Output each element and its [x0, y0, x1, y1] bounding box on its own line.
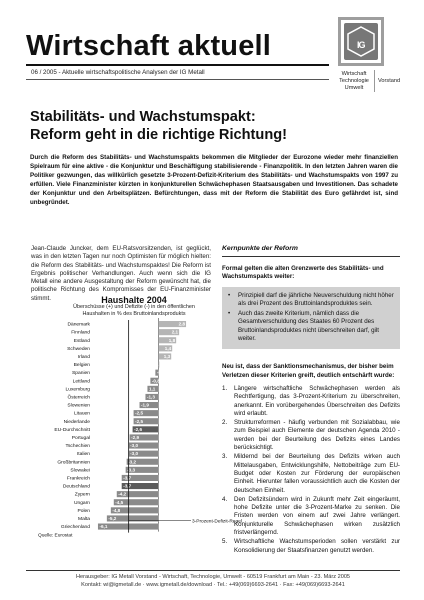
category-label: Irland — [77, 355, 90, 360]
headline-line-1: Stabilitäts- und Wachstumspakt: — [30, 109, 256, 125]
department-name — [336, 71, 372, 92]
logo-text: IG — [357, 40, 365, 50]
reform-list — [222, 385, 400, 555]
category-label: Belgien — [73, 363, 90, 369]
left-column-text: Jean-Claude Juncker, dem EU-Ratsvorsitzenden, ist geglückt, was in den letzten Tagen nur noch Optimisten für möglich hielten: die Reform des Stabilitäts- und Wachstumspaktes! Die Reform ist Ergebnis politischer Verhandlungen. Auch wenn sich die IG Metall eine andere Ausgestaltung der Reform gewünscht hat, die politische Richtung des Kompromisses der EU-Finanzminister stimmt. — [31, 245, 211, 302]
data-label: -3,2 — [128, 459, 137, 465]
list-item — [228, 292, 394, 309]
category-label: Ungarn — [73, 500, 90, 506]
masthead-title: Wirtschaft aktuell — [26, 30, 272, 62]
data-label: -1,3 — [146, 394, 155, 400]
category-label: Großbritannien — [57, 460, 90, 466]
data-label: -3,0 — [130, 451, 139, 457]
header-rule-bottom — [26, 79, 329, 80]
category-label: Österreich — [67, 395, 90, 401]
list-item — [222, 385, 400, 418]
footer-publisher: Herausgeber: IG Metall Vorstand - Wirtschaft, Technologie, Umwelt - 60519 Frankfurt am Main - 23. März 2005 — [75, 574, 351, 580]
budget-bar-chart — [34, 316, 242, 546]
issue-line: 06 / 2005 - Aktuelle wirtschaftspolitische Analysen der IG Metall — [31, 69, 205, 76]
bullet-icon: • — [228, 291, 231, 299]
category-label: Deutschland — [62, 484, 90, 490]
category-label: Niederlande — [63, 419, 90, 425]
right-column — [222, 245, 400, 556]
category-label: Finnland — [71, 330, 90, 336]
dept-line: Technologie — [339, 78, 369, 84]
data-label: -3,3 — [127, 467, 136, 473]
footer-contact: Kontakt: wi@igmetall.de · www.igmetall.de/download · Tel.: +49(069)6693-2641 · Fax: +49(069)6693-2641 — [81, 582, 345, 588]
bullet-icon: • — [228, 310, 231, 318]
list-number: 2. — [222, 419, 228, 427]
category-label: Malta — [78, 517, 90, 522]
data-label: -2,6 — [134, 426, 143, 432]
list-item-text: Wirtschaftliche Wachstumsperioden sollen verstärkt zur Konsolidierung der Staatsfinanzen genutzt werden. — [234, 538, 400, 554]
list-item — [228, 310, 394, 343]
bullet-text: Auch das zweite Kriterium, nämlich dass die Gesamtverschuldung des Staates 60 Prozent des Bruttoinlandsproduktes nicht überschreiten darf, gilt weiter. — [238, 310, 380, 343]
data-label: 1,3 — [163, 354, 171, 359]
lead-paragraph: Durch die Reform des Stabilitäts- und Wachstumspakts bekommen die Mitglieder der Eurozone wieder mehr finanziellen Spielraum für eine aktive - die Konjunktur und Beschäftigung stabilisierende - Finanzpolitik. In den letzten Jahren waren die Politiker gezwungen, das willkürlich gesetzte 3-Prozent-Defizit-Kriterium des Stabilitäts- und Wachstumspakts von 1997 zu erfüllen. Viele Finanzminister kürzten in konjunkturellen Schwächephasen Staatsausgaben und Investitionen. Das schadete der Konjunktur und den Arbeitsplätzen. Befürchtungen, dass mit der Reform die Stabilität des Euro gefährdet ist, sind unbegründet. — [30, 154, 398, 206]
headline — [30, 108, 287, 144]
category-label: Dänemark — [67, 322, 90, 328]
list-item-text: Strukturreformen - häufig verbunden mit Sozialabbau, wie zum Beispiel auch Elemente der deutschen Agenda 2010 - werden bei der Beurteilung des Defizits eines Landes berücksichtigt. — [234, 419, 400, 452]
chart-subtitle: Überschüsse (+) und Defizite (-) in den öffentlichen Haushalten in % des Bruttoinlandsprodukts — [73, 304, 195, 317]
data-label: -4,8 — [112, 507, 121, 513]
kernpunkte-rule — [222, 256, 400, 257]
category-label: Estland — [73, 338, 90, 344]
list-number: 1. — [222, 384, 228, 392]
logo-emblem-icon — [344, 23, 378, 60]
dept-line: Umwelt — [344, 85, 364, 91]
category-label: Luxemburg — [65, 387, 90, 393]
category-label: Litauen — [73, 411, 90, 417]
list-item — [222, 453, 400, 494]
list-item-text: Den Defizitsündern wird in Zukunft mehr Zeit eingeräumt, hohe Defizite unter die 3-Prozent-Marke zu senken. Die Fristen werden von einem auf zwei Jahre verlängert. Konjunkturelle Schwächephasen wirken zusätzlich fristverlängernd. — [234, 495, 400, 537]
data-label: 1,4 — [164, 345, 172, 351]
category-label: EU-Durchschnitt — [54, 427, 90, 433]
list-number: 4. — [222, 495, 228, 503]
data-label: 2,8 — [178, 321, 186, 327]
category-label: Tschechien — [65, 444, 90, 450]
data-label: -1,9 — [141, 402, 149, 408]
data-label: -0,8 — [151, 378, 160, 384]
data-label: -0,3 — [156, 370, 165, 376]
category-label: Portugal — [71, 436, 90, 441]
data-label: -3,7 — [123, 475, 132, 481]
bullet-text: Prinzipiell darf die jährliche Neuverschuldung nicht höher als drei Prozent des Bruttoinlandsproduktes sein. — [238, 291, 394, 307]
category-label: Zypern — [74, 492, 90, 498]
data-label: -4,2 — [118, 491, 127, 497]
sanctions-intro-text: Neu ist, dass der Sanktionsmechanismus, der bisher beim Verletzen dieser Kriterien greift, deutlich entschärft wurde: — [222, 363, 395, 379]
reference-label: 3-Prozent-Defizit-Regel — [192, 519, 242, 525]
kernpunkte-lead: Formal gelten die alten Grenzwerte des Stabilitäts- und Wachstumspakts weiter: — [222, 265, 384, 281]
list-number: 3. — [222, 453, 228, 461]
bar — [158, 362, 159, 368]
category-label: Polen — [77, 508, 90, 514]
list-item — [222, 496, 400, 537]
category-label: Frankreich — [66, 476, 90, 482]
data-label: -2,5 — [135, 418, 144, 424]
dept-line: Wirtschaft — [341, 71, 367, 77]
list-item-text: Mildernd bei der Beurteilung des Defizits wirken auch Mittelausgaben, Entwicklungshilfe, Nettobeiträge zum EU-Budget oder Kosten zur Förderung der europäischen Einheit. Hierunter fallen voraussichtlich auch die Kosten der deutschen Einheit. — [234, 453, 400, 494]
dept-board: Vorstand — [378, 78, 401, 84]
data-label: 1,8 — [168, 337, 176, 343]
list-item — [222, 419, 400, 452]
category-label: Slowenien — [67, 403, 90, 409]
data-label: 2,1 — [171, 329, 179, 335]
category-label: Italien — [76, 452, 90, 458]
category-label: Spanien — [72, 371, 90, 377]
header-rule-top — [26, 64, 329, 66]
category-label: Schweden — [67, 346, 90, 352]
data-label: -3,0 — [130, 443, 139, 449]
data-label: -2,9 — [131, 435, 140, 440]
list-number: 5. — [222, 538, 228, 546]
data-label: -3,7 — [123, 483, 132, 489]
data-label: -5,2 — [108, 516, 117, 521]
chart-source: Quelle: Eurostat — [38, 533, 73, 539]
footer — [26, 573, 400, 589]
data-label: -6,1 — [99, 524, 108, 530]
headline-line-2: Reform geht in die richtige Richtung! — [30, 127, 288, 143]
ig-metall-logo — [338, 17, 384, 66]
data-label: -4,5 — [115, 499, 124, 505]
data-label: -2,5 — [135, 410, 144, 416]
sanctions-intro — [222, 363, 400, 380]
category-label: Slowakei — [70, 468, 90, 474]
criteria-box — [222, 287, 400, 350]
list-item — [222, 538, 400, 555]
dept-divider — [374, 70, 375, 92]
data-label: 1,1 — [148, 386, 156, 392]
category-label: Griechenland — [60, 525, 90, 531]
data-label: 0,1 — [151, 362, 159, 368]
category-label: Lettland — [72, 379, 90, 385]
list-item-text: Längere wirtschaftliche Schwächephasen werden als Rechtfertigung, das 3-Prozent-Kriterium zu überschreiten, anerkannt. Ein vorübergehendes Überschreiten des Defizits wird erlaubt. — [234, 384, 400, 417]
chart-title: Haushalte 2004 — [101, 295, 167, 305]
kernpunkte-title: Kernpunkte der Reform — [222, 245, 298, 252]
footer-rule — [26, 570, 400, 571]
